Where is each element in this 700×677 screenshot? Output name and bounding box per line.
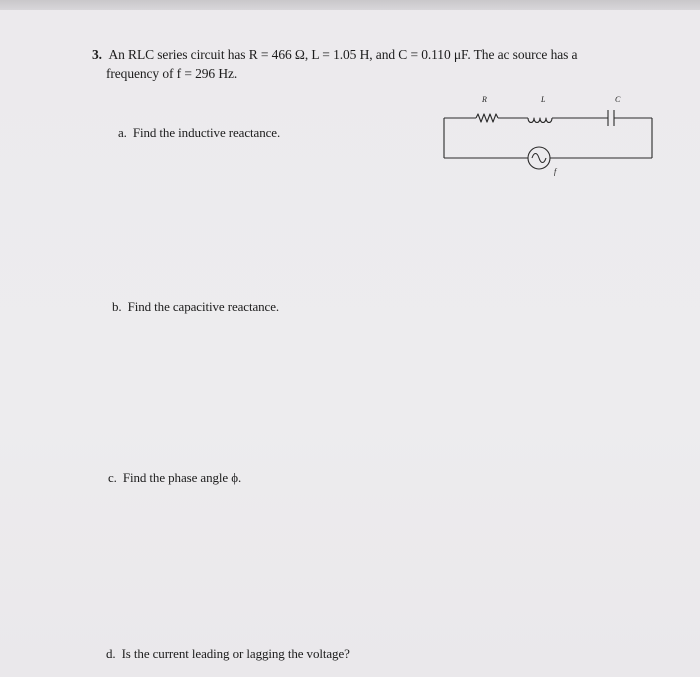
part-b: [112, 299, 279, 315]
part-a-text: Find the inductive reactance.: [132, 125, 281, 140]
circuit-label-l: L: [541, 95, 546, 104]
problem-statement-line2: frequency of f = 296 Hz.: [106, 66, 238, 81]
circuit-label-f: f: [554, 167, 557, 176]
part-b-letter: b.: [112, 299, 122, 314]
resistor-symbol: [476, 114, 498, 122]
part-c-text: Find the phase angle ϕ.: [122, 470, 242, 485]
part-d-text: Is the current leading or lagging the voltage?: [121, 646, 350, 661]
ac-sine-wave-icon: [532, 154, 546, 163]
part-d-letter: d.: [106, 646, 116, 661]
part-c: [108, 470, 241, 486]
circuit-label-c: C: [615, 95, 621, 104]
part-b-text: Find the capacitive reactance.: [127, 299, 280, 314]
part-a-letter: a.: [118, 125, 127, 140]
problem-number: 3.: [92, 47, 102, 62]
problem-statement-line1: An RLC series circuit has R = 466 Ω, L = 1.05 H, and C = 0.110 μF. The ac source has a: [108, 47, 578, 62]
inductor-symbol: [528, 118, 552, 123]
rlc-circuit-diagram: [440, 92, 660, 182]
part-c-letter: c.: [108, 470, 117, 485]
problem-statement: [92, 45, 672, 83]
worksheet-page: [0, 10, 700, 677]
circuit-label-r: R: [482, 95, 487, 104]
part-d: [106, 646, 350, 662]
part-a: [118, 125, 280, 141]
